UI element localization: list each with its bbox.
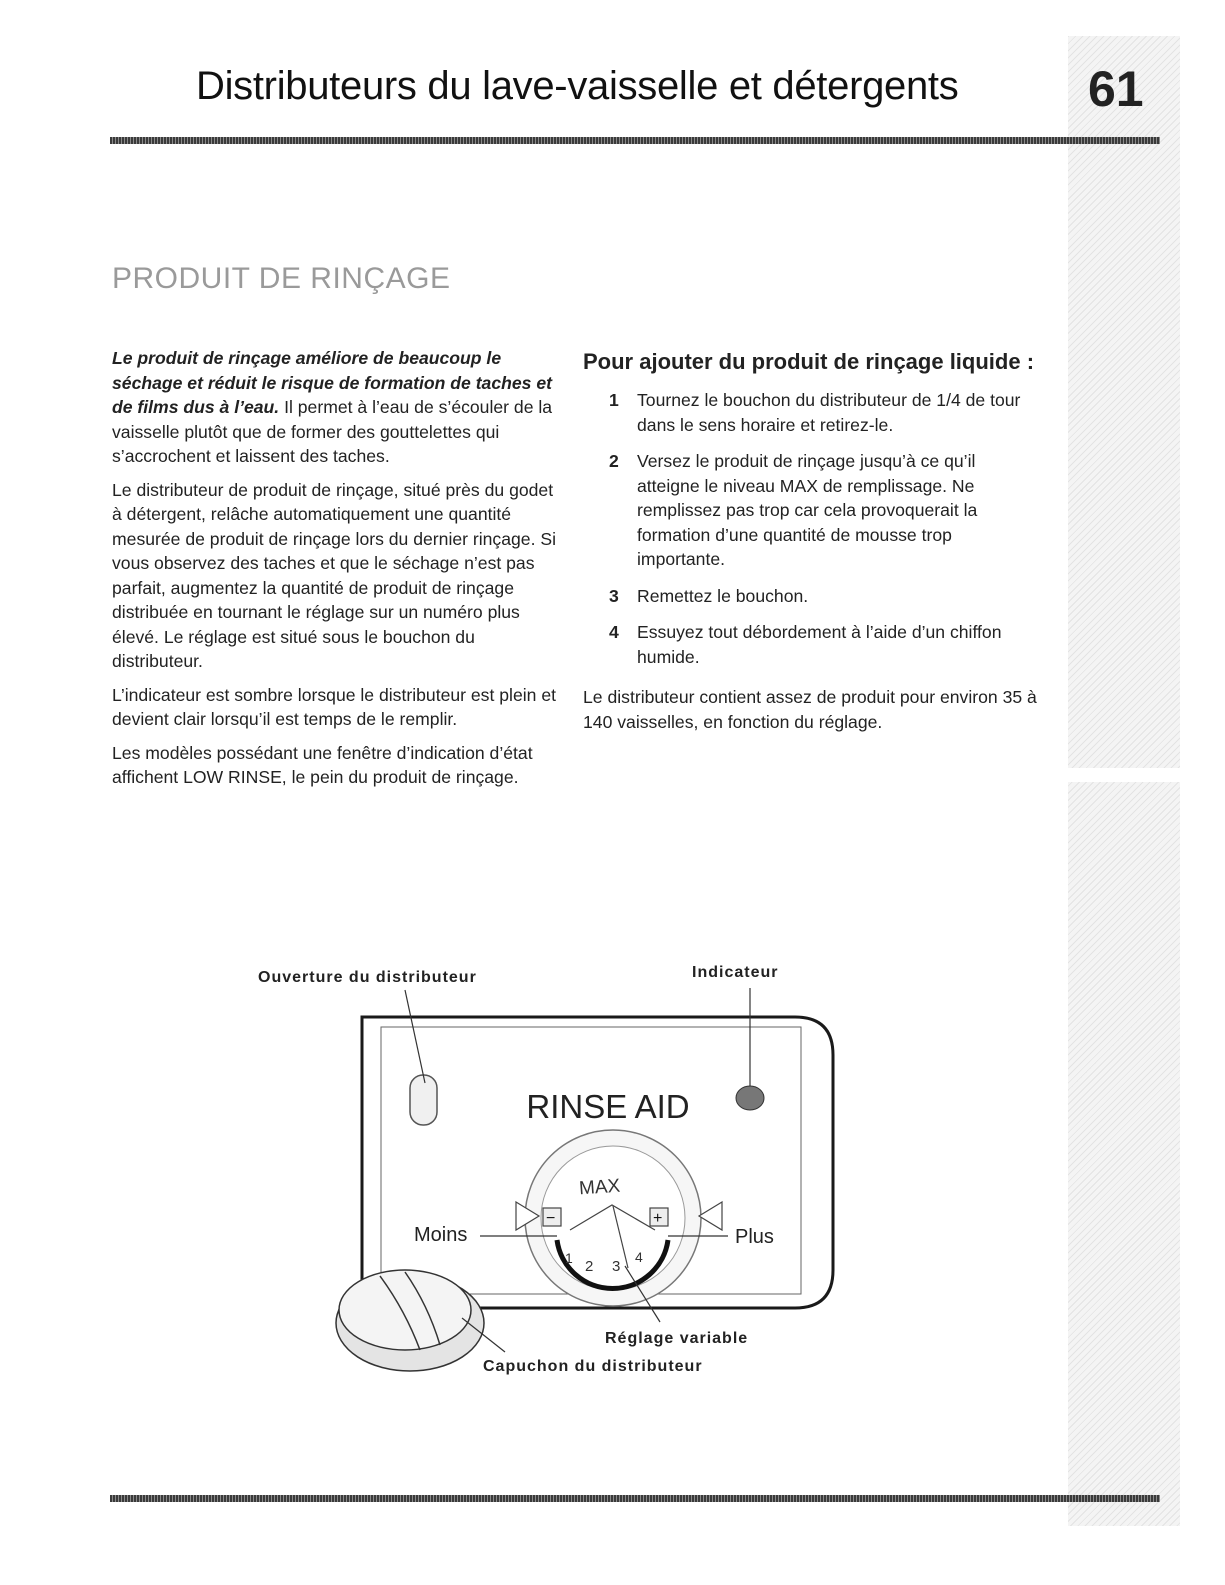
- opening-label: Ouverture du distributeur: [258, 969, 477, 986]
- adjust-label: Réglage variable: [605, 1330, 749, 1347]
- less-label: Moins: [414, 1224, 468, 1246]
- step-number: 2: [609, 451, 619, 471]
- step-number: 3: [609, 585, 619, 606]
- footer-rule: [110, 1495, 1160, 1502]
- cap-label: Capuchon du distributeur: [483, 1358, 703, 1375]
- dispenser-paragraph: Le distributeur de produit de rinçage, situé près du godet à détergent, relâche automatiquement une quantité mesurée de produit de rinçage lors du dernier rinçage. Si vous observez des taches et que le séchage n’est pas parfait, augmentez la quantité de produit de rinçage distribuée en tournant le réglage sur un numéro plus élevé. Le réglage est situé sous le bouchon du distributeur.: [112, 479, 557, 671]
- step-text: Tournez le bouchon du distributeur de 1/4 de tour dans le sens horaire et retirez-le.: [637, 390, 1021, 435]
- dial-max-label: MAX: [578, 1175, 621, 1200]
- step-number: 4: [609, 622, 619, 642]
- more-label: Plus: [735, 1226, 774, 1248]
- cap-top: [339, 1270, 471, 1350]
- dial-number-1: 1: [565, 1250, 573, 1266]
- indicator-paragraph: L’indicateur est sombre lorsque le distributeur est plein et devient clair lorsqu’il est temps de le remplir.: [112, 684, 556, 729]
- indicator-label: Indicateur: [692, 964, 779, 981]
- intro-lead: Le produit de rinçage améliore de beaucoup le séchage et réduit le risque de formation de taches et de films dus à l’eau.: [112, 348, 552, 417]
- dial-number-3: 3: [612, 1258, 621, 1275]
- minus-sign: −: [546, 1210, 556, 1227]
- step-text: Remettez le bouchon.: [637, 585, 809, 606]
- status-window-paragraph: Les modèles possédant une fenêtre d’indication d’état affichent LOW RINSE, le pein du produit de rinçage.: [112, 742, 533, 787]
- intro-rest: Il permet à l’eau de s’écouler de la vaisselle plutôt que de former des gouttelettes qui s’accrochent et laissent des taches.: [112, 397, 553, 466]
- step-text: Versez le produit de rinçage jusqu’à ce qu’il atteigne le niveau MAX de remplissage. Ne remplissez pas trop car cela provoquerait la formation d’une quantité de mousse trop importante.: [637, 451, 978, 569]
- step-text: Essuyez tout débordement à l’aide d’un chiffon humide.: [637, 622, 1002, 667]
- dispenser-opening: [410, 1075, 437, 1125]
- instructions-heading: Pour ajouter du produit de rinçage liquide :: [583, 349, 1035, 374]
- panel-rinse-aid-text: RINSE AID: [526, 1088, 690, 1125]
- capacity-note: Le distributeur contient assez de produit pour environ 35 à 140 vaisselles, en fonction du réglage.: [583, 687, 1037, 732]
- dial-number-2: 2: [585, 1258, 594, 1275]
- step-number: 1: [609, 390, 619, 410]
- dial-number-4: 4: [635, 1249, 643, 1265]
- page-number: 61: [1088, 61, 1144, 117]
- indicator-light: [736, 1086, 764, 1110]
- page-title: Distributeurs du lave-vaisselle et détergents: [196, 64, 959, 108]
- section-title: PRODUIT DE RINÇAGE: [112, 262, 451, 295]
- plus-sign: +: [653, 1210, 663, 1227]
